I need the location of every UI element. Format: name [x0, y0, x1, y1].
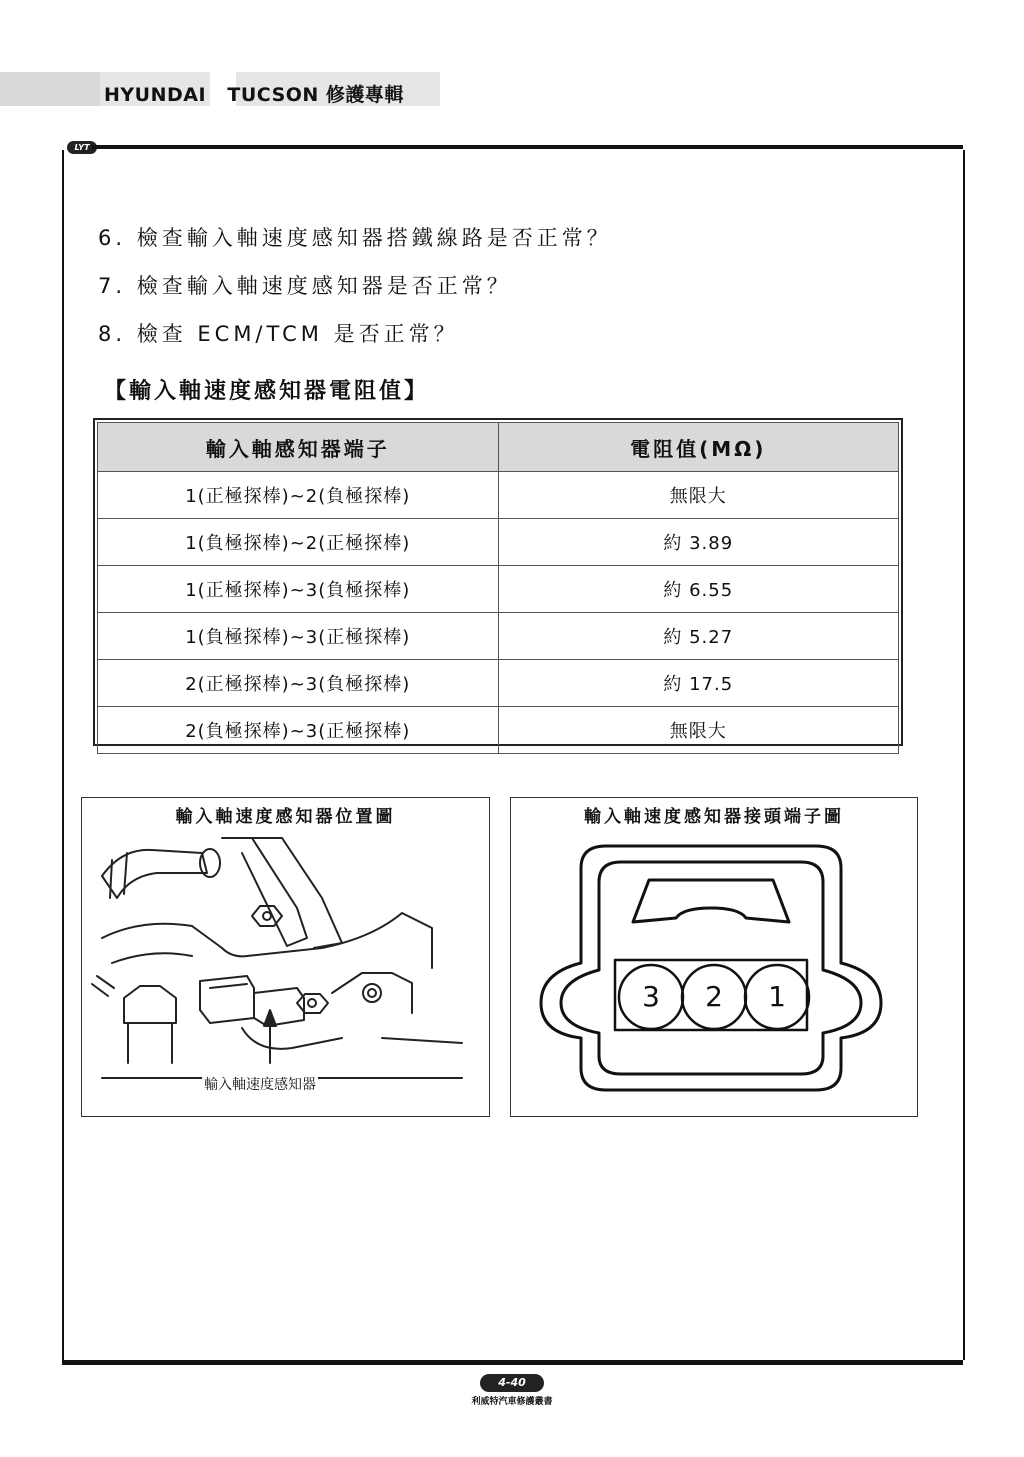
- column-header-resistance: 電阻值(MΩ): [498, 423, 899, 472]
- table-row: [98, 613, 899, 660]
- cell-terminal: 2(正極探棒)~3(負極探棒): [98, 660, 499, 707]
- cell-terminal: 1(正極探棒)~3(負極探棒): [98, 566, 499, 613]
- table-row: [98, 660, 899, 707]
- page-number: 4-40: [480, 1374, 544, 1392]
- cell-resistance: 約 17.5: [498, 660, 899, 707]
- cell-terminal: 1(負極探棒)~3(正極探棒): [98, 613, 499, 660]
- cell-resistance: 約 3.89: [498, 519, 899, 566]
- pin-2-label: 2: [705, 980, 723, 1013]
- cell-resistance: 無限大: [498, 472, 899, 519]
- sensor-callout-label: 輸入軸速度感知器: [202, 1074, 318, 1094]
- connector-figure-title: 輸入軸速度感知器接頭端子圖: [584, 807, 844, 827]
- connector-drawing: [511, 798, 919, 1118]
- location-figure-title: 輸入軸速度感知器位置圖: [175, 807, 396, 827]
- publisher-logo: LYT: [67, 141, 97, 154]
- top-rule: [92, 145, 963, 149]
- cell-terminal: 1(正極探棒)~2(負極探棒): [98, 472, 499, 519]
- question-6: 6. 檢查輸入軸速度感知器搭鐵線路是否正常？: [98, 226, 612, 250]
- question-7: 7. 檢查輸入軸速度感知器是否正常？: [98, 274, 512, 298]
- cell-terminal: 1(負極探棒)~2(正極探棒): [98, 519, 499, 566]
- sensor-location-drawing: [82, 798, 491, 1118]
- pin-3-label: 3: [642, 980, 660, 1013]
- sensor-location-figure: [81, 797, 490, 1117]
- cell-resistance: 約 5.27: [498, 613, 899, 660]
- resistance-table: [93, 418, 903, 746]
- table-row: [98, 566, 899, 613]
- cell-resistance: 約 6.55: [498, 566, 899, 613]
- table-row: [98, 707, 899, 754]
- cell-resistance: 無限大: [498, 707, 899, 754]
- column-header-terminal: 輸入軸感知器端子: [98, 423, 499, 472]
- publisher-name: 利威特汽車修護叢書: [471, 1397, 553, 1407]
- table-header-row: [98, 423, 899, 472]
- pin-1-label: 1: [768, 980, 786, 1013]
- table-row: [98, 472, 899, 519]
- table-row: [98, 519, 899, 566]
- cell-terminal: 2(負極探棒)~3(正極探棒): [98, 707, 499, 754]
- section-title: 【輸入軸速度感知器電阻值】: [104, 379, 430, 404]
- header-band-left: [0, 72, 100, 106]
- bottom-rule: [62, 1360, 963, 1365]
- connector-pin-figure: [510, 797, 918, 1117]
- header-title: HYUNDAI TUCSON 修護專輯: [104, 84, 404, 106]
- question-8: 8. 檢查 ECM/TCM 是否正常？: [98, 322, 459, 346]
